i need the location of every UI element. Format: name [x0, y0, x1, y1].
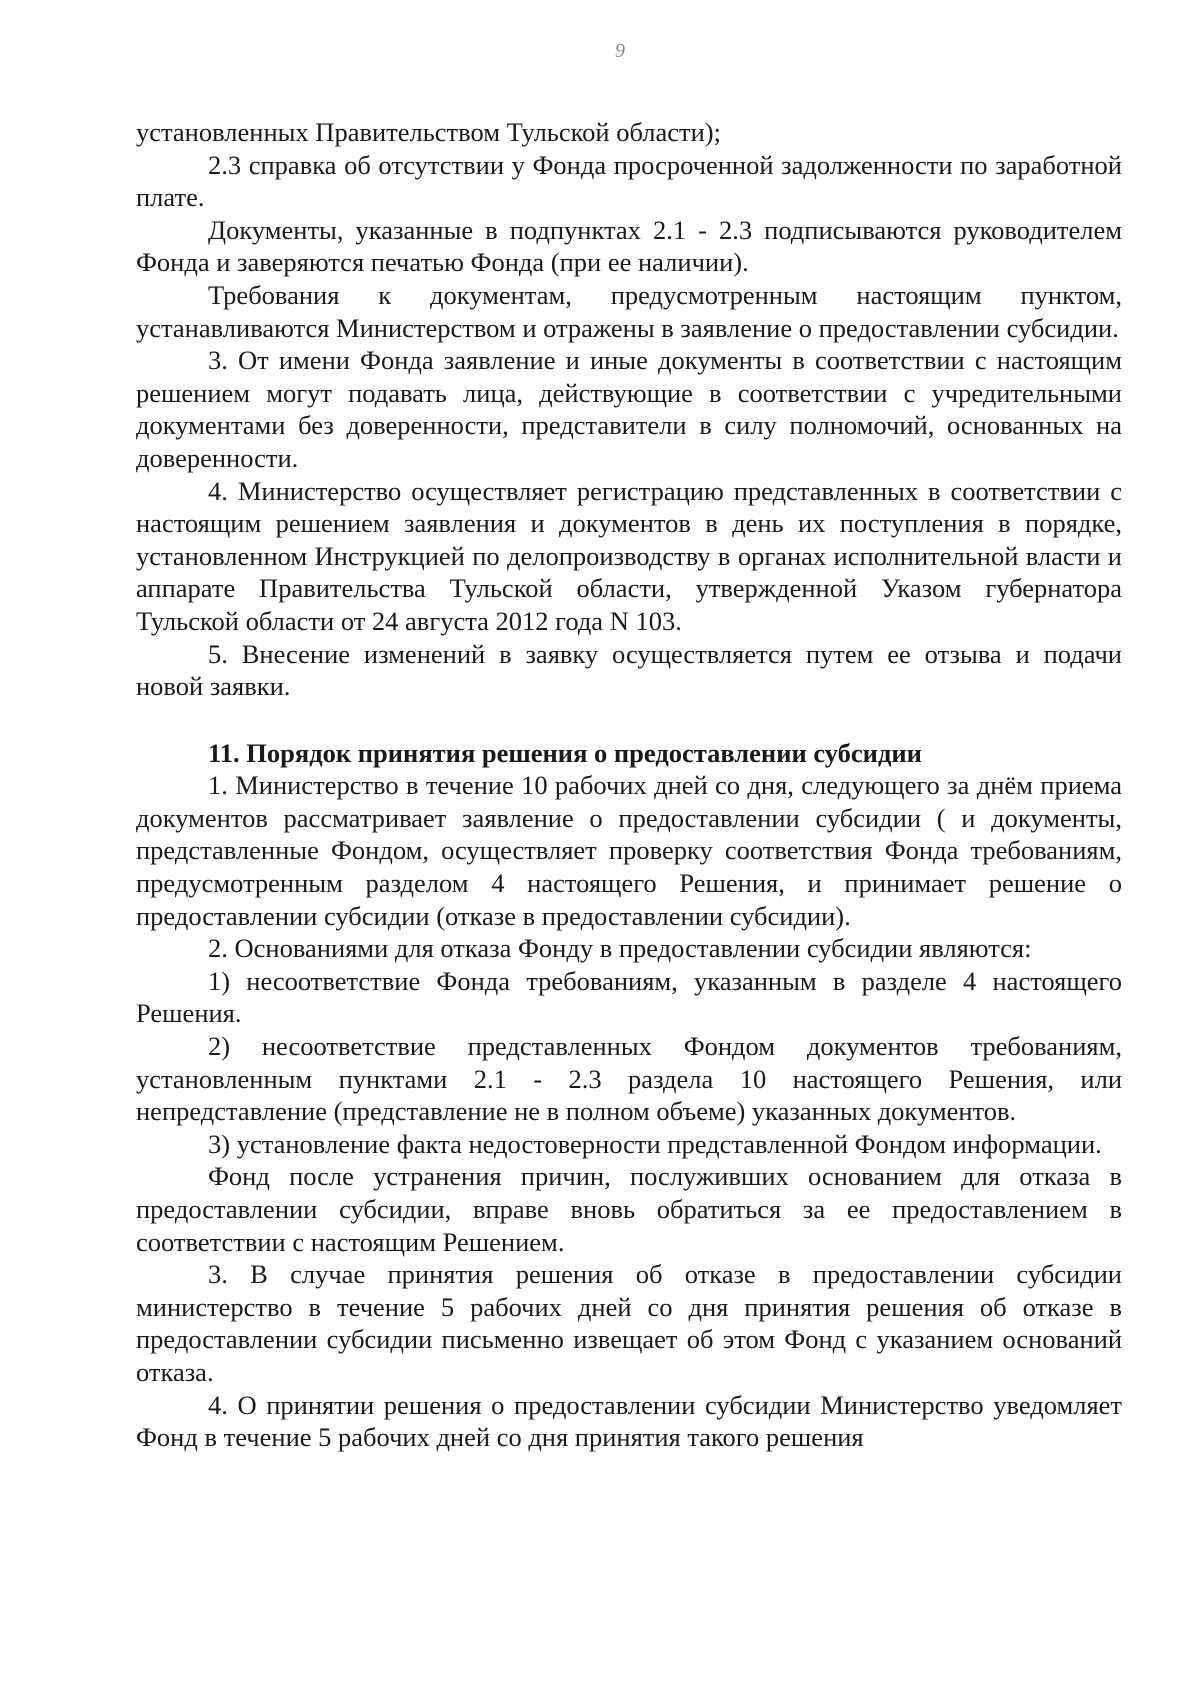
paragraph-refusal-ground-1: 1) несоответствие Фонда требованиям, указанным в разделе 4 настоящего Решения.: [136, 965, 1122, 1029]
paragraph-documents-signing: Документы, указанные в подпунктах 2.1 - 2.3 подписываются руководителем Фонда и заверяются печатью Фонда (при ее наличии).: [136, 214, 1122, 278]
paragraph-continuation: установленных Правительством Тульской области);: [136, 117, 721, 147]
section-heading: 11. Порядок принятия решения о предоставлении субсидии: [208, 737, 922, 768]
paragraph-item-4: 4. Министерство осуществляет регистрацию представленных в соответствии с настоящим решением заявления и документов в день их поступления в порядке, установленном Инструкцией по делопроизводству в органах исполнительной власти и аппарате Правительства Тульской области, утвержденной Указом губернатора Тульской области от 24 августа 2012 года N 103.: [136, 475, 1122, 636]
document-body: [136, 116, 1122, 1454]
paragraph-section11-item-1: 1. Министерство в течение 10 рабочих дней со дня, следующего за днём приема документов рассматривает заявление о предоставлении субсидии ( и документы, представленные Фондом, осуществляет проверку соответствия Фонда требованиям, предусмотренным разделом 4 настоящего Решения, и принимает решение о предоставлении субсидии (отказе в предоставлении субсидии).: [136, 770, 1122, 931]
paragraph-document-requirements: Требования к документам, предусмотренным настоящим пунктом, устанавливаются Министерством и отражены в заявление о предоставлении субсидии.: [136, 279, 1122, 343]
page-number: 9: [615, 40, 625, 62]
paragraph-item-3: 3. От имени Фонда заявление и иные документы в соответствии с настоящим решением могут подавать лица, действующие в соответствии с учредительными документами без доверенности, представители в силу полномочий, основанных на доверенности.: [136, 345, 1122, 473]
paragraph-reapply: Фонд после устранения причин, послуживших основанием для отказа в предоставлении субсидии, вправе вновь обратиться за ее предоставлением в соответствии с настоящим Решением.: [136, 1161, 1122, 1257]
paragraph-refusal-ground-2: 2) несоответствие представленных Фондом документов требованиям, установленным пунктами 2.1 - 2.3 раздела 10 настоящего Решения, или непредставление (представление не в полном объеме) указанных документов.: [136, 1031, 1122, 1127]
paragraph-refusal-ground-3: 3) установление факта недостоверности представленной Фондом информации.: [208, 1128, 1102, 1159]
paragraph-section11-item-4: 4. О принятии решения о предоставлении субсидии Министерство уведомляет Фонд в течение 5 рабочих дней со дня принятия такого решения: [136, 1389, 1122, 1453]
paragraph-section11-item-3: 3. В случае принятия решения об отказе в предоставлении субсидии министерство в течение 5 рабочих дней со дня принятия решения об отказе в предоставлении субсидии письменно извещает об этом Фонд с указанием оснований отказа.: [136, 1259, 1122, 1387]
paragraph-item-5: 5. Внесение изменений в заявку осуществляется путем ее отзыва и подачи новой заявки.: [136, 638, 1122, 702]
paragraph-item-2-3: 2.3 справка об отсутствии у Фонда просроченной задолженности по заработной плате.: [136, 149, 1122, 213]
paragraph-section11-item-2: 2. Основаниями для отказа Фонду в предоставлении субсидии являются:: [208, 933, 1032, 964]
